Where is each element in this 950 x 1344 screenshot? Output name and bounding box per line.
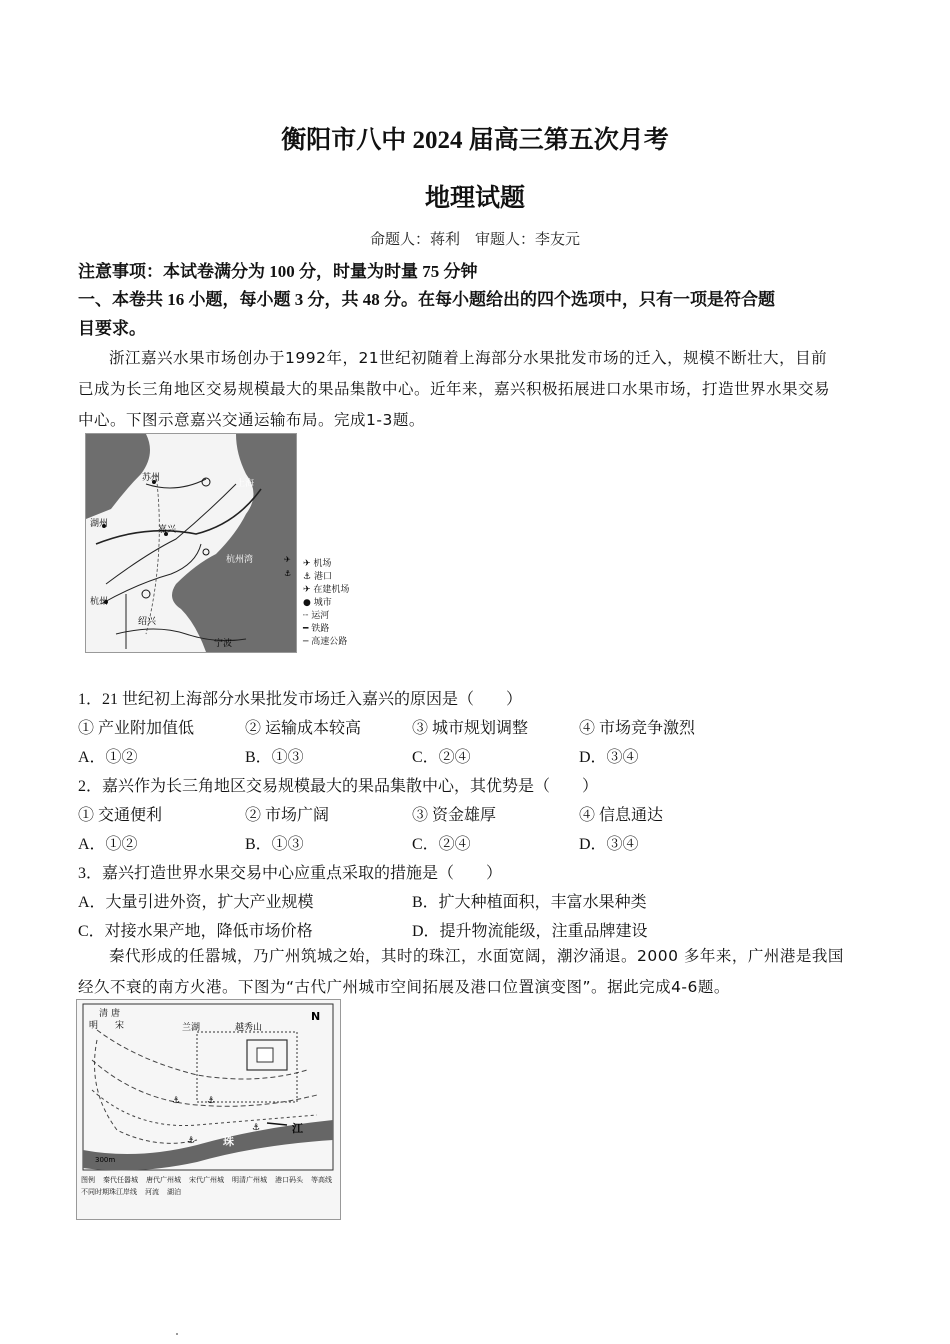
legend-song: 宋代广州城 [189,1176,224,1184]
q1-choice-a[interactable]: A．①② [78,749,138,766]
section-heading-line-1: 一、本卷共 16 小题，每小题 3 分，共 48 分。在每小题给出的四个选项中，只有一项是符合题 [78,290,775,309]
q1-item-4: ④ 市场竞争激烈 [579,720,696,737]
q3-choice-c[interactable]: C．对接水果产地，降低市场价格 [78,923,313,940]
map2-label-yuexiu: 越秀山 [235,1023,263,1033]
railway-icon: ━ [303,624,312,634]
map1-label-shanghai: 上海 [236,479,255,489]
q1-item-1: ① 产业附加值低 [78,720,195,737]
q2-choice-b[interactable]: B．①③ [245,836,304,853]
passage-2-line-2: 经久不衰的南方火港。下图为“古代广州城市空间拓展及港口位置演变图”。据此完成4-6题。 [78,978,730,996]
q1-choice-d[interactable]: D．③④ [579,749,639,766]
passage-1-line-2: 已成为长三角地区交易规模最大的果品集散中心。近年来，嘉兴积极拓展进口水果市场，打造世界水果交易 [78,380,831,398]
legend-qin: 秦代任嚣城 [103,1176,138,1184]
building-airport-icon: ✈ [303,585,314,595]
legend-lake: 湖泊 [167,1188,181,1196]
shoreline [92,1090,317,1126]
q2-item-4: ④ 信息通达 [579,807,664,824]
legend-item-building-airport: ✈ 在建机场 [303,585,350,595]
q1-choice-c[interactable]: C．②④ [412,749,471,766]
legend-tang: 唐代广州城 [146,1176,181,1184]
legend-river: 河流 [145,1188,159,1196]
legend-port: 港口码头 [275,1176,303,1184]
city-icon: ● [303,598,314,608]
legend-item-city: ● 城市 [303,598,332,608]
legend-shoreline: 不同时期珠江岸线 [81,1188,137,1196]
airport-icon: ✈ [303,559,314,569]
question-1-stem: 1．21 世纪初上海部分水果批发市场迁入嘉兴的原因是（ ） [78,691,523,708]
exam-subtitle: 地理试题 [424,185,525,212]
map2-scale: 300m [95,1156,116,1164]
q2-choice-a[interactable]: A．①② [78,836,138,853]
q2-item-2: ② 市场广阔 [245,807,330,824]
section-heading-line-2: 目要求。 [78,319,146,338]
canal-line [146,474,159,634]
question-2-stem: 2．嘉兴作为长三角地区交易规模最大的果品集散中心，其优势是（ ） [78,778,599,795]
map1-label-ningbo: 宁波 [214,639,233,649]
passage-1-line-3: 中心。下图示意嘉兴交通运输布局。完成1-3题。 [78,411,425,429]
port-icon: ⚓ [207,1096,216,1106]
map1-label-bay: 杭州湾 [226,555,254,565]
airport-icon [142,590,150,598]
legend-item-airport: ✈ 机场 [303,559,332,569]
map2-label-jiang: 江 [292,1122,303,1135]
jiaxing-transport-map [85,433,297,653]
legend-item-canal: ┈ 运河 [303,611,330,621]
qin-city-core [257,1048,273,1062]
legend-title: 图例 [81,1176,95,1184]
q2-item-3: ③ 资金雄厚 [412,807,497,824]
river-flow-arrow [267,1123,287,1125]
map2-legend [81,1175,336,1197]
map1-legend-list [303,556,393,647]
shoreline [92,1060,317,1106]
page-speck [176,1333,178,1335]
port-icon: ⚓ [172,1096,181,1106]
q1-item-3: ③ 城市规划调整 [412,720,529,737]
q1-choice-b[interactable]: B．①③ [245,749,304,766]
authors-line: 命题人：蒋利 审题人：李友元 [369,232,580,248]
q2-choice-c[interactable]: C．②④ [412,836,471,853]
passage-1-line-1: 浙江嘉兴水果市场创办于1992年，21世纪初随着上海部分水果批发市场的迁入，规模不断壮大，目前 [109,349,828,367]
map1-label-hangzhou: 杭州 [90,597,109,607]
q2-choice-d[interactable]: D．③④ [579,836,639,853]
map2-label-song: 宋 [115,1021,125,1031]
port-icon: ⚓ [252,1123,261,1133]
map1-label-suzhou: 苏州 [142,473,161,483]
exam-title: 衡阳市八中 2024 届高三第五次月考 [281,127,669,154]
map2-label-zhu: 珠 [223,1135,234,1148]
map2-label-ming: 明 [89,1021,99,1031]
highway-icon: ─ [303,637,312,647]
legend-port-icon: ⚓ [284,569,292,578]
passage-2 [78,941,874,1003]
bay-shape [172,434,296,652]
shoreline [95,1040,198,1143]
port-icon [203,549,209,555]
legend-item-highway: ─ 高速公路 [303,637,348,647]
q3-choice-b[interactable]: B．扩大种植面积，丰富水果种类 [412,894,647,911]
q3-choice-d[interactable]: D．提升物流能级，注重品牌建设 [412,923,648,940]
legend-item-port: ⚓ 港口 [303,572,332,582]
map2-label-lanhu: 兰湖 [182,1023,201,1033]
q2-item-1: ① 交通便利 [78,807,163,824]
canal-icon: ┈ [303,611,312,621]
q3-choice-a[interactable]: A．大量引进外资，扩大产业规模 [78,894,314,911]
map2-label-tang: 唐 [111,1009,121,1019]
legend-contour: 等高线 [311,1176,332,1184]
legend-mingqing: 明清广州城 [232,1176,267,1184]
map1-label-huzhou: 湖州 [90,519,109,529]
shoreline [97,1030,307,1079]
map1-label-shaoxing: 绍兴 [138,617,157,627]
passage-2-line-1: 秦代形成的任嚣城，乃广州筑城之始，其时的珠江，水面宽阔，潮汐涌退。2000 多年来，广州港是我国 [109,947,844,965]
question-3-stem: 3．嘉兴打造世界水果交易中心应重点采取的措施是（ ） [78,865,503,882]
notice-line: 注意事项：本试卷满分为 100 分，时量为时量 75 分钟 [78,262,478,281]
map1-label-jiaxing: 嘉兴 [158,525,177,535]
q1-item-2: ② 运输成本较高 [245,720,362,737]
passage-1 [78,343,874,436]
map2-label-qing: 清 [99,1009,109,1019]
legend-airport-icon: ✈ [284,555,291,564]
map2-north-arrow: N [311,1010,321,1023]
port-icon: ⚓ [187,1136,196,1146]
lake-shape [86,434,150,519]
port-icon: ⚓ [303,572,314,582]
legend-item-railway: ━ 铁路 [303,624,330,634]
jiaxing-map-svg [86,434,296,652]
guangzhou-expansion-map [76,999,341,1220]
